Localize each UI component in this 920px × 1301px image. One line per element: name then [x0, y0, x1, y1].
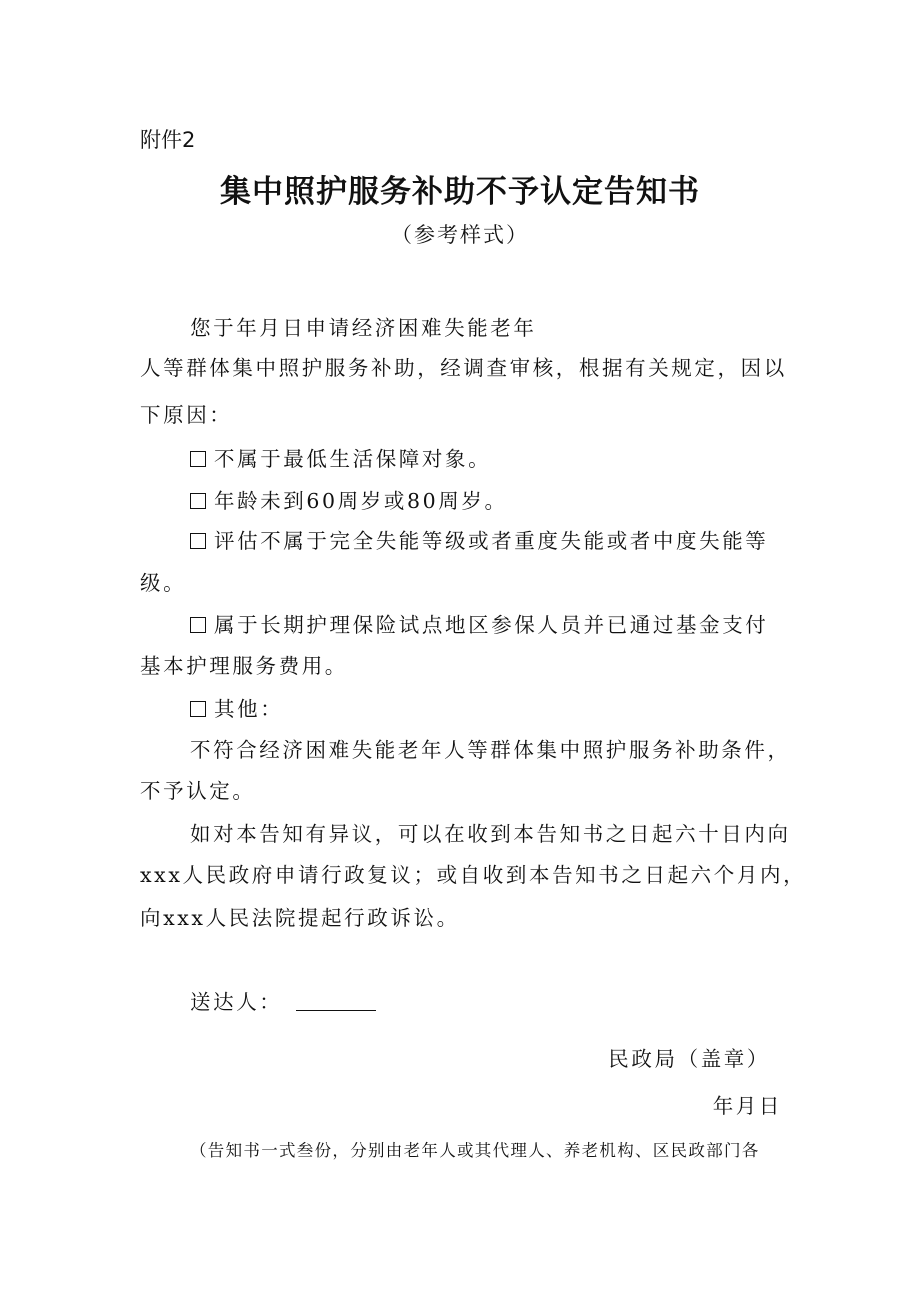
delivery-signature-blank[interactable]	[296, 992, 376, 1011]
reason-item-other	[190, 692, 283, 722]
appeal-line-3: 向xxx人民法院提起行政诉讼。	[140, 906, 460, 930]
checkbox-age[interactable]	[190, 493, 206, 509]
reason-label: 年龄未到60周岁或80周岁。	[214, 489, 508, 513]
conclusion-line-1: 不符合经济困难失能老年人等群体集中照护服务补助条件，	[190, 738, 791, 762]
intro-line-1: 您于年月日申请经济困难失能老年	[190, 316, 537, 340]
delivery-row	[190, 985, 376, 1015]
reason-continuation: 级。	[140, 571, 187, 595]
reason-continuation: 基本护理服务费用。	[140, 654, 348, 678]
appeal-line-2: xxx人民政府申请行政复议；或自收到本告知书之日起六个月内，	[140, 863, 807, 887]
reason-item-disability	[190, 524, 768, 554]
reason-item-low-income	[190, 442, 491, 472]
checkbox-disability[interactable]	[190, 533, 206, 549]
document-title: 集中照护服务补助不予认定告知书	[220, 174, 700, 210]
intro-line-3: 下原因：	[140, 403, 233, 427]
reason-label: 其他：	[214, 697, 284, 721]
appeal-line-1: 如对本告知有异议，可以在收到本告知书之日起六十日内向	[190, 822, 791, 846]
footnote: （告知书一式叁份，分别由老年人或其代理人、养老机构、区民政部门各	[190, 1141, 760, 1160]
reason-label: 不属于最低生活保障对象。	[214, 447, 492, 471]
checkbox-insurance[interactable]	[190, 617, 206, 633]
document-subtitle: （参考样式）	[391, 223, 529, 247]
attachment-label: 附件2	[140, 128, 196, 152]
reason-label: 属于长期护理保险试点地区参保人员并已通过基金支付	[214, 613, 769, 637]
reason-item-insurance	[190, 608, 768, 638]
checkbox-low-income[interactable]	[190, 451, 206, 467]
delivery-label: 送达人：	[190, 990, 283, 1014]
signature-office: 民政局（盖章）	[608, 1047, 770, 1071]
checkbox-other[interactable]	[190, 701, 206, 717]
intro-line-2: 人等群体集中照护服务补助，经调查审核，根据有关规定，因以	[140, 356, 787, 380]
signature-date: 年月日	[712, 1094, 782, 1118]
reason-label: 评估不属于完全失能等级或者重度失能或者中度失能等	[214, 529, 769, 553]
reason-item-age	[190, 484, 508, 514]
conclusion-line-2: 不予认定。	[140, 779, 256, 803]
